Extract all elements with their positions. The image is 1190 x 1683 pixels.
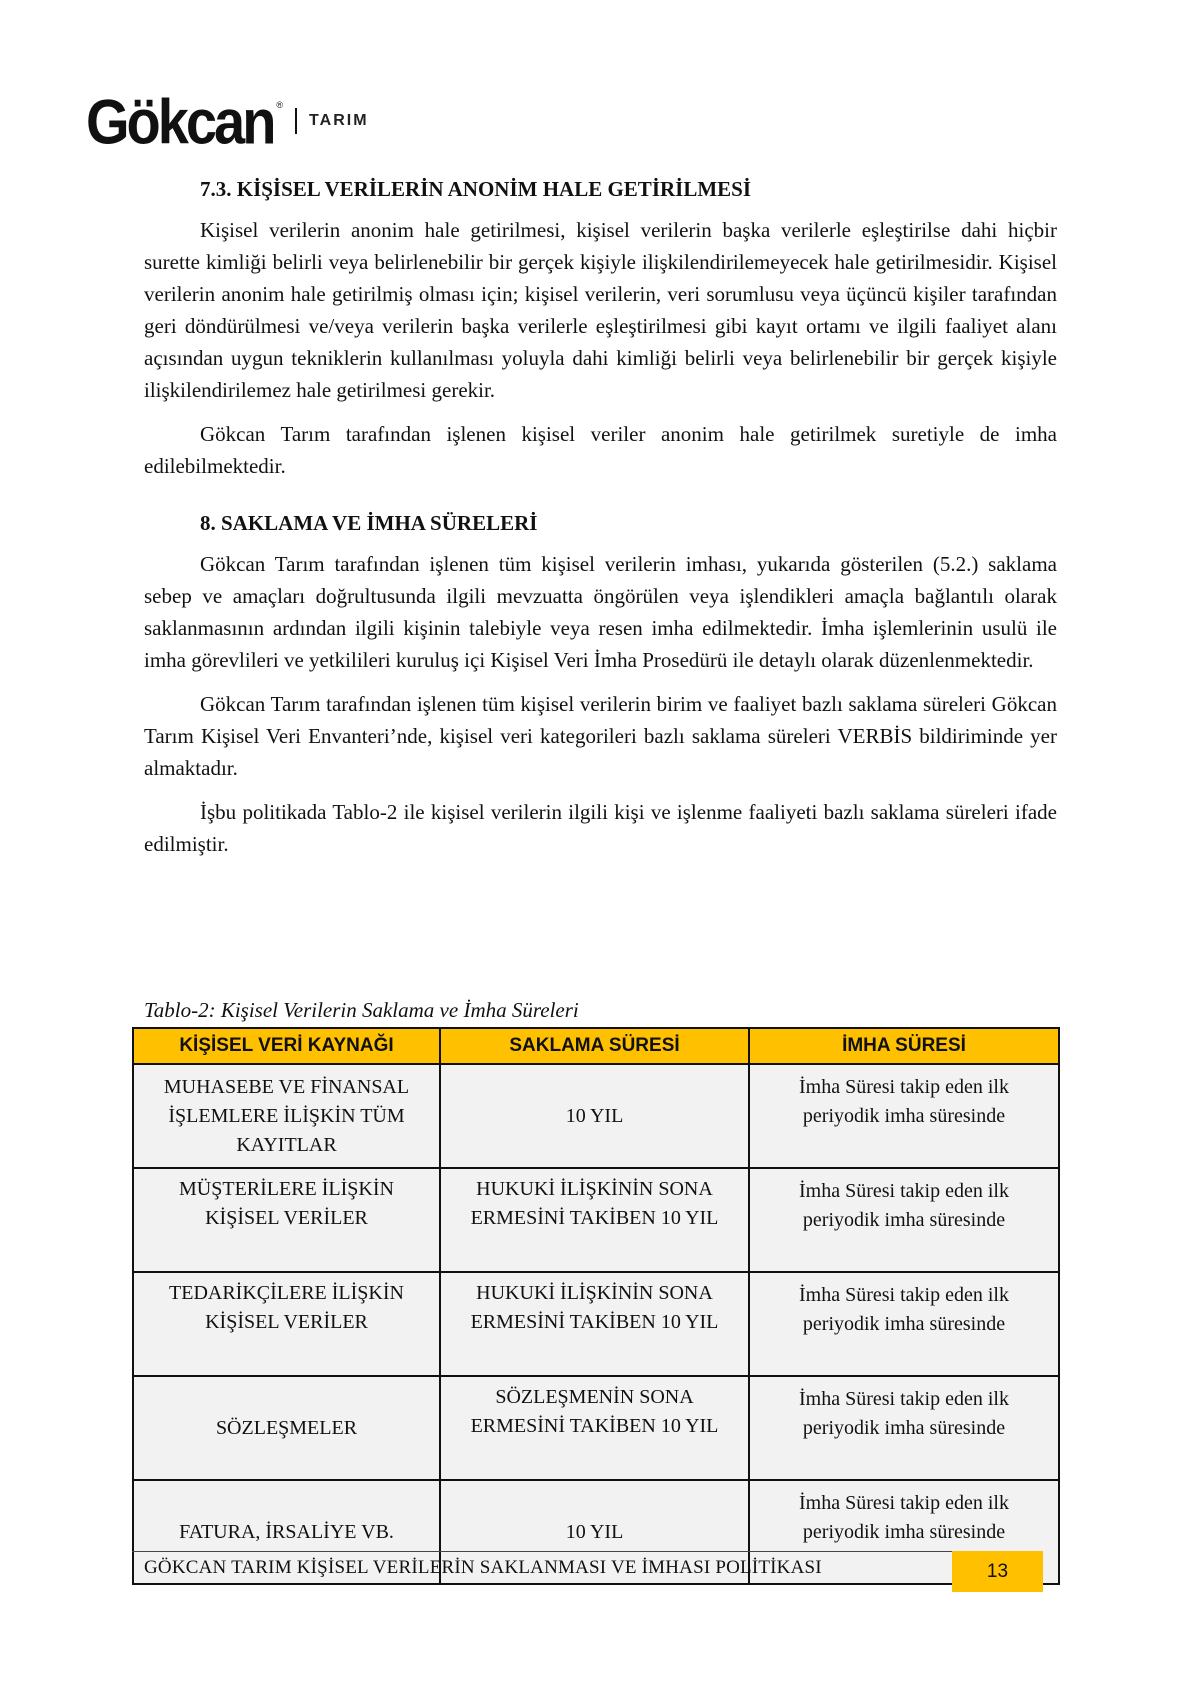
table-caption: Tablo-2: Kişisel Verilerin Saklama ve İmha Süreleri bbox=[144, 998, 579, 1022]
registered-mark-icon: ® bbox=[276, 100, 284, 110]
section-heading-retention: 8. SAKLAMA VE İMHA SÜRELERİ bbox=[200, 511, 538, 535]
table-cell: FATURA, İRSALİYE VB. bbox=[133, 1480, 440, 1584]
retention-table bbox=[132, 1027, 1060, 1585]
paragraph: Gökcan Tarım tarafından işlenen kişisel veriler anonim hale getirilmek suretiyle de imha edilebilmektedir. bbox=[144, 422, 1057, 478]
section-heading-anonymization: 7.3. KİŞİSEL VERİLERİN ANONİM HALE GETİRİLMESİ bbox=[200, 177, 752, 201]
page-number: 13 bbox=[952, 1551, 1043, 1592]
document-body bbox=[144, 174, 1057, 860]
paragraph: Gökcan Tarım tarafından işlenen tüm kişisel verilerin birim ve faaliyet bazlı saklama süreleri Gökcan Tarım Kişisel Veri Envanteri’nde, kişisel veri kategorileri bazlı saklama süreleri VERBİS bildiriminde yer almaktadır. bbox=[144, 692, 1057, 780]
paragraph: İşbu politikada Tablo-2 ile kişisel verilerin ilgili kişi ve işlenme faaliyeti bazlı saklama süreleri ifade edilmiştir. bbox=[144, 800, 1057, 856]
table-header-row bbox=[133, 1028, 1059, 1064]
column-header: KİŞİSEL VERİ KAYNAĞI bbox=[133, 1028, 440, 1064]
table-cell: İmha Süresi takip eden ilk periyodik imha süresinde bbox=[749, 1272, 1059, 1376]
logo-name: Gökcan bbox=[86, 85, 274, 157]
table-row bbox=[133, 1272, 1059, 1376]
table-cell: İmha Süresi takip eden ilk periyodik imha süresinde bbox=[749, 1376, 1059, 1480]
column-header: SAKLAMA SÜRESİ bbox=[440, 1028, 749, 1064]
paragraph: Gökcan Tarım tarafından işlenen tüm kişisel verilerin imhası, yukarıda gösterilen (5.2.) saklama sebep ve amaçları doğrultusunda ilgili mevzuatta öngörülen veya işlendikleri amaçla bağlantılı olarak saklanmasının ardından ilgili kişinin talebiyle veya resen imha edilmektedir. İmha işlemlerinin usulü ile imha görevlileri ve yetkilileri kuruluş içi Kişisel Veri İmha Prosedürü ile detaylı olarak düzenlenmektedir. bbox=[144, 552, 1057, 672]
table-cell: SÖZLEŞMELER bbox=[133, 1376, 440, 1480]
logo-divider bbox=[295, 108, 297, 134]
table-cell: İmha Süresi takip eden ilk periyodik imha süresinde bbox=[749, 1168, 1059, 1272]
table-cell: İmha Süresi takip eden ilk periyodik imha süresinde bbox=[749, 1064, 1059, 1168]
table-cell: 10 YIL bbox=[440, 1064, 749, 1168]
table-row bbox=[133, 1376, 1059, 1480]
table-cell: SÖZLEŞMENİN SONA ERMESİNİ TAKİBEN 10 YIL bbox=[440, 1376, 749, 1480]
column-header: İMHA SÜRESİ bbox=[749, 1028, 1059, 1064]
table-cell: İmha Süresi takip eden ilk periyodik imha süresinde bbox=[749, 1480, 1059, 1584]
company-logo bbox=[86, 86, 369, 156]
footer-title: GÖKCAN TARIM KİŞİSEL VERİLERİN SAKLANMASI VE İMHASI POLİTİKASI bbox=[144, 1557, 822, 1578]
table-cell: 10 YIL bbox=[440, 1480, 749, 1584]
table-cell: HUKUKİ İLİŞKİNİN SONA ERMESİNİ TAKİBEN 10 YIL bbox=[440, 1168, 749, 1272]
table-cell: HUKUKİ İLİŞKİNİN SONA ERMESİNİ TAKİBEN 10 YIL bbox=[440, 1272, 749, 1376]
table-cell: TEDARİKÇİLERE İLİŞKİN KİŞİSEL VERİLER bbox=[133, 1272, 440, 1376]
table-cell: MUHASEBE VE FİNANSAL İŞLEMLERE İLİŞKİN TÜM KAYITLAR bbox=[133, 1064, 440, 1168]
table-row bbox=[133, 1064, 1059, 1168]
table-row bbox=[133, 1168, 1059, 1272]
table-cell: MÜŞTERİLERE İLİŞKİN KİŞİSEL VERİLER bbox=[133, 1168, 440, 1272]
paragraph: Kişisel verilerin anonim hale getirilmesi, kişisel verilerin başka verilerle eşleştirilse dahi hiçbir surette kimliği belirli veya belirlenebilir bir gerçek kişiyle ilişkilendirilemeyecek hale getirilmesidir. Kişisel verilerin anonim hale getirilmiş olması için; kişisel verilerin, veri sorumlusu veya üçüncü kişiler tarafından geri döndürülmesi ve/veya verilerin başka verilerle eşleştirilmesi gibi kayıt ortamı ve ilgili faaliyet alanı açısından uygun tekniklerin kullanılması yoluyla dahi kimliği belirli veya belirlenebilir bir gerçek kişiyle ilişkilendirilemez hale getirilmesi gerekir. bbox=[144, 218, 1057, 402]
footer-divider bbox=[132, 1551, 986, 1552]
logo-subtitle: TARIM bbox=[309, 112, 369, 129]
